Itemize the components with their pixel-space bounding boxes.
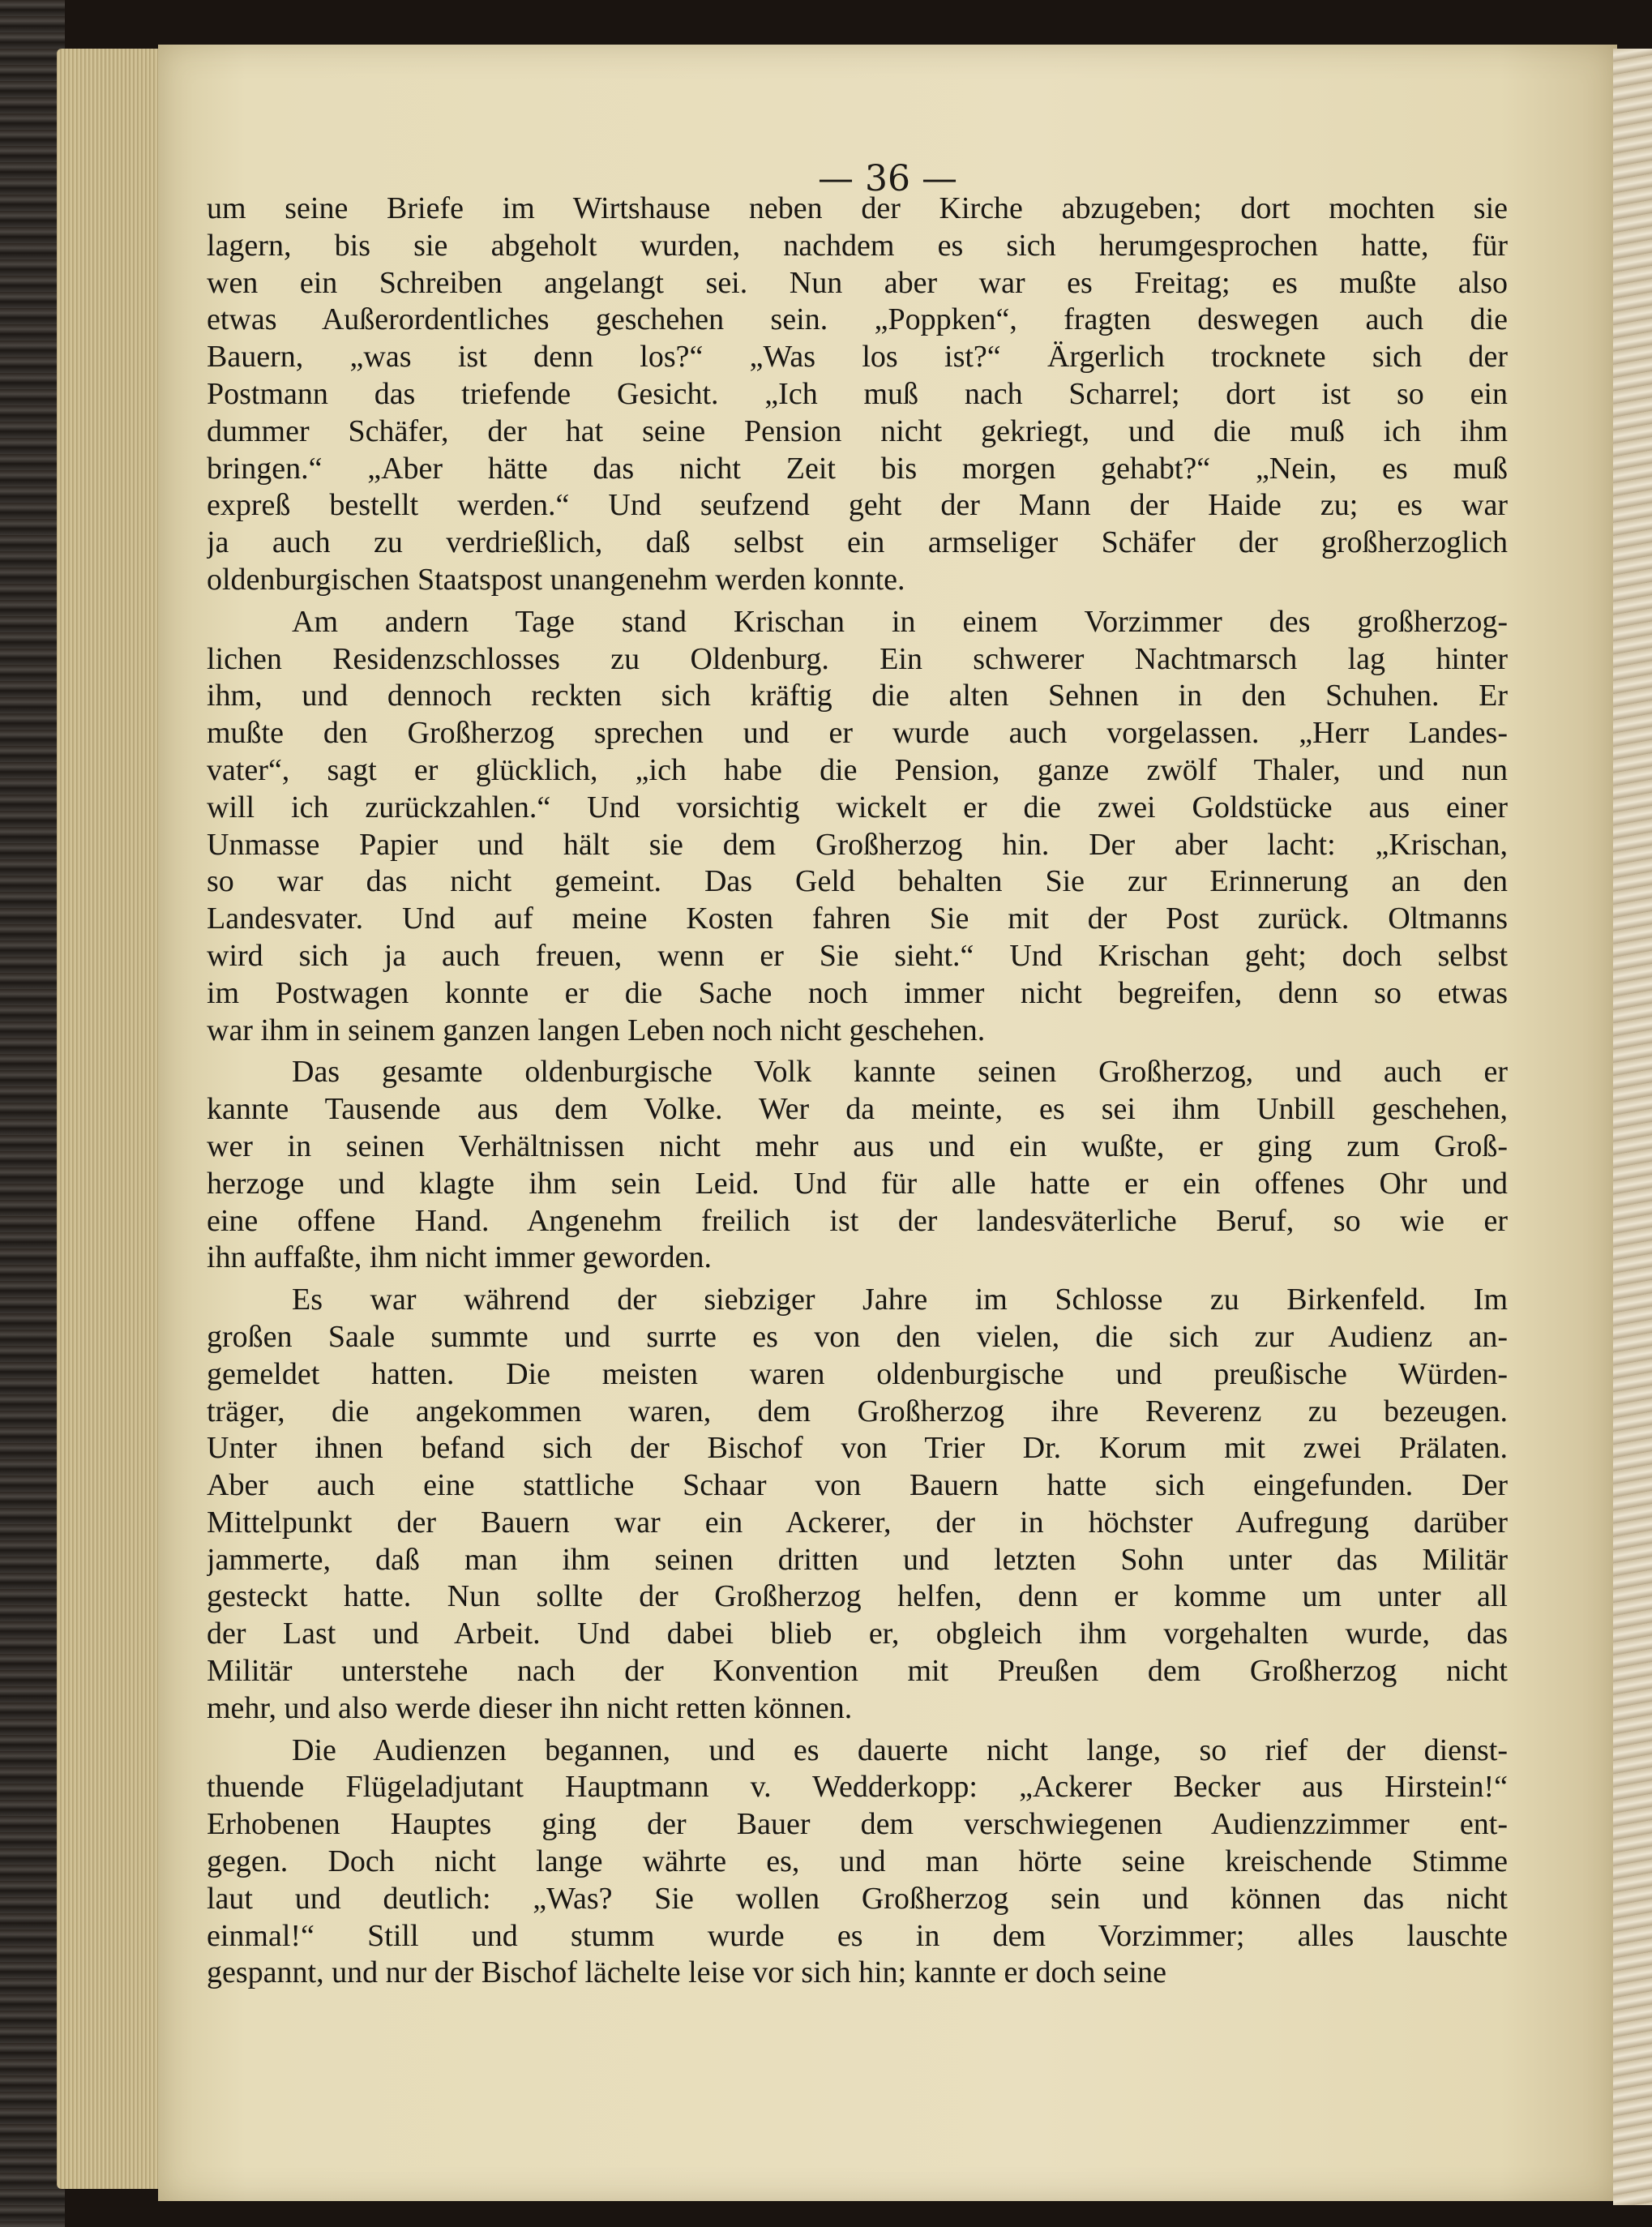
page-number: — 36 — (818, 158, 957, 199)
paragraph (207, 1054, 1508, 1277)
text-line: lagern, bis sie abgeholt wurden, nachdem es sich herumgesprochen hatte, für (207, 228, 1508, 263)
text-line: laut und deutlich: „Was? Sie wollen Großherzog sein und können das nicht (207, 1881, 1508, 1916)
paragraph (207, 1282, 1508, 1728)
text-line: Am andern Tage stand Krischan in einem Vorzimmer des großherzog- (292, 604, 1508, 639)
paragraph (207, 604, 1508, 1050)
text-line: Aber auch eine stattliche Schaar von Bauern hatte sich eingefunden. Der (207, 1468, 1508, 1503)
text-line: bringen.“ „Aber hätte das nicht Zeit bis morgen gehabt?“ „Nein, es muß (207, 451, 1508, 486)
page-edges (57, 49, 162, 2189)
text-line: der Last und Arbeit. Und dabei blieb er, obgleich ihm vorgehalten wurde, das (207, 1617, 1508, 1651)
text-line: oldenburgischen Staatspost unangenehm werden konnte. (207, 562, 905, 597)
text-line: um seine Briefe im Wirtshause neben der Kirche abzugeben; dort mochten sie (207, 191, 1508, 225)
text-line: ja auch zu verdrießlich, daß selbst ein armseliger Schäfer der großherzoglich (207, 525, 1508, 560)
text-line: thuende Flügeladjutant Hauptmann v. Wedderkopp: „Ackerer Becker aus Hirstein!“ (207, 1770, 1508, 1805)
text-line: träger, die angekommen waren, dem Großherzog ihre Reverenz zu bezeugen. (207, 1394, 1508, 1428)
text-line: Mittelpunkt der Bauern war ein Ackerer, der in höchster Aufregung darüber (207, 1505, 1508, 1540)
text-line: Landesvater. Und auf meine Kosten fahren Sie mit der Post zurück. Oltmanns (207, 902, 1508, 936)
text-line: vater“, sagt er glücklich, „ich habe die Pension, ganze zwölf Thaler, und nun (207, 752, 1508, 787)
text-line: lichen Residenzschlosses zu Oldenburg. Ein schwerer Nachtmarsch lag hinter (207, 641, 1508, 676)
text-line: Erhobenen Hauptes ging der Bauer dem verschwiegenen Audienzzimmer ent- (207, 1807, 1508, 1842)
text-line: mußte den Großherzog sprechen und er wurde auch vorgelassen. „Herr Landes- (207, 716, 1508, 751)
text-line: herzoge und klagte ihm sein Leid. Und für alle hatte er ein offenes Ohr und (207, 1166, 1508, 1201)
text-line: ihm, und dennoch reckten sich kräftig die alten Sehnen in den Schuhen. Er (207, 679, 1508, 713)
text-line: gemeldet hatten. Die meisten waren oldenburgische und preußische Würden- (207, 1356, 1508, 1391)
text-line: wird sich ja auch freuen, wenn er Sie sieht.“ Und Krischan geht; doch selbst (207, 938, 1508, 973)
text-line: großen Saale summte und surrte es von den vielen, die sich zur Audienz an- (207, 1319, 1508, 1354)
text-line: wer in seinen Verhältnissen nicht mehr aus und ein wußte, er ging zum Groß- (207, 1128, 1508, 1163)
text-line: gesteckt hatte. Nun sollte der Großherzog helfen, denn er komme um unter all (207, 1579, 1508, 1614)
paragraph (207, 1732, 1508, 1993)
text-line: eine offene Hand. Angenehm freilich ist der landesväterliche Beruf, so wie er (207, 1203, 1508, 1238)
ribbon-bookmark (1613, 49, 1652, 2205)
text-line: expreß bestellt werden.“ Und seufzend geht der Mann der Haide zu; es war (207, 488, 1508, 523)
text-line: Bauern, „was ist denn los?“ „Was los ist?“ Ärgerlich trocknete sich der (207, 340, 1508, 375)
text-line: im Postwagen konnte er die Sache noch immer nicht begreifen, denn so etwas (207, 975, 1508, 1010)
paragraph (207, 191, 1508, 599)
text-line: wen ein Schreiben angelangt sei. Nun aber war es Freitag; es mußte also (207, 265, 1508, 300)
text-line: Unter ihnen befand sich der Bischof von Trier Dr. Korum mit zwei Prälaten. (207, 1431, 1508, 1466)
text-line: so war das nicht gemeint. Das Geld behalten Sie zur Erinnerung an den (207, 864, 1508, 899)
text-line: mehr, und also werde dieser ihn nicht retten können. (207, 1690, 853, 1725)
text-line: Postmann das triefende Gesicht. „Ich muß nach Scharrel; dort ist so ein (207, 376, 1508, 411)
text-line: Die Audienzen begannen, und es dauerte nicht lange, so rief der dienst- (292, 1732, 1508, 1767)
text-line: einmal!“ Still und stumm wurde es in dem Vorzimmer; alles lauschte (207, 1918, 1508, 1953)
text-line: etwas Außerordentliches geschehen sein. „Poppken“, fragten deswegen auch die (207, 302, 1508, 337)
text-line: Es war während der siebziger Jahre im Schlosse zu Birkenfeld. Im (292, 1283, 1508, 1317)
body-text (207, 191, 1508, 1992)
text-line: war ihm in seinem ganzen langen Leben noch nicht geschehen. (207, 1013, 986, 1047)
text-line: jammerte, daß man ihm seinen dritten und letzten Sohn unter das Militär (207, 1542, 1508, 1577)
text-line: Militär unterstehe nach der Konvention mit Preußen dem Großherzog nicht (207, 1654, 1508, 1689)
text-line: Das gesamte oldenburgische Volk kannte seinen Großherzog, und auch er (292, 1055, 1508, 1090)
text-line: gegen. Doch nicht lange währte es, und man hörte seine kreischende Stimme (207, 1844, 1508, 1879)
text-line: dummer Schäfer, der hat seine Pension nicht gekriegt, und die muß ich ihm (207, 413, 1508, 448)
book-spine (0, 0, 65, 2227)
text-line: gespannt, und nur der Bischof lächelte leise vor sich hin; kannte er doch seine (207, 1955, 1166, 1990)
text-line: Unmasse Papier und hält sie dem Großherzog hin. Der aber lacht: „Krischan, (207, 827, 1508, 862)
text-line: kannte Tausende aus dem Volke. Wer da meinte, es sei ihm Unbill geschehen, (207, 1092, 1508, 1127)
text-line: will ich zurückzahlen.“ Und vorsichtig wickelt er die zwei Goldstücke aus einer (207, 790, 1508, 824)
text-line: ihn auffaßte, ihm nicht immer geworden. (207, 1240, 712, 1275)
